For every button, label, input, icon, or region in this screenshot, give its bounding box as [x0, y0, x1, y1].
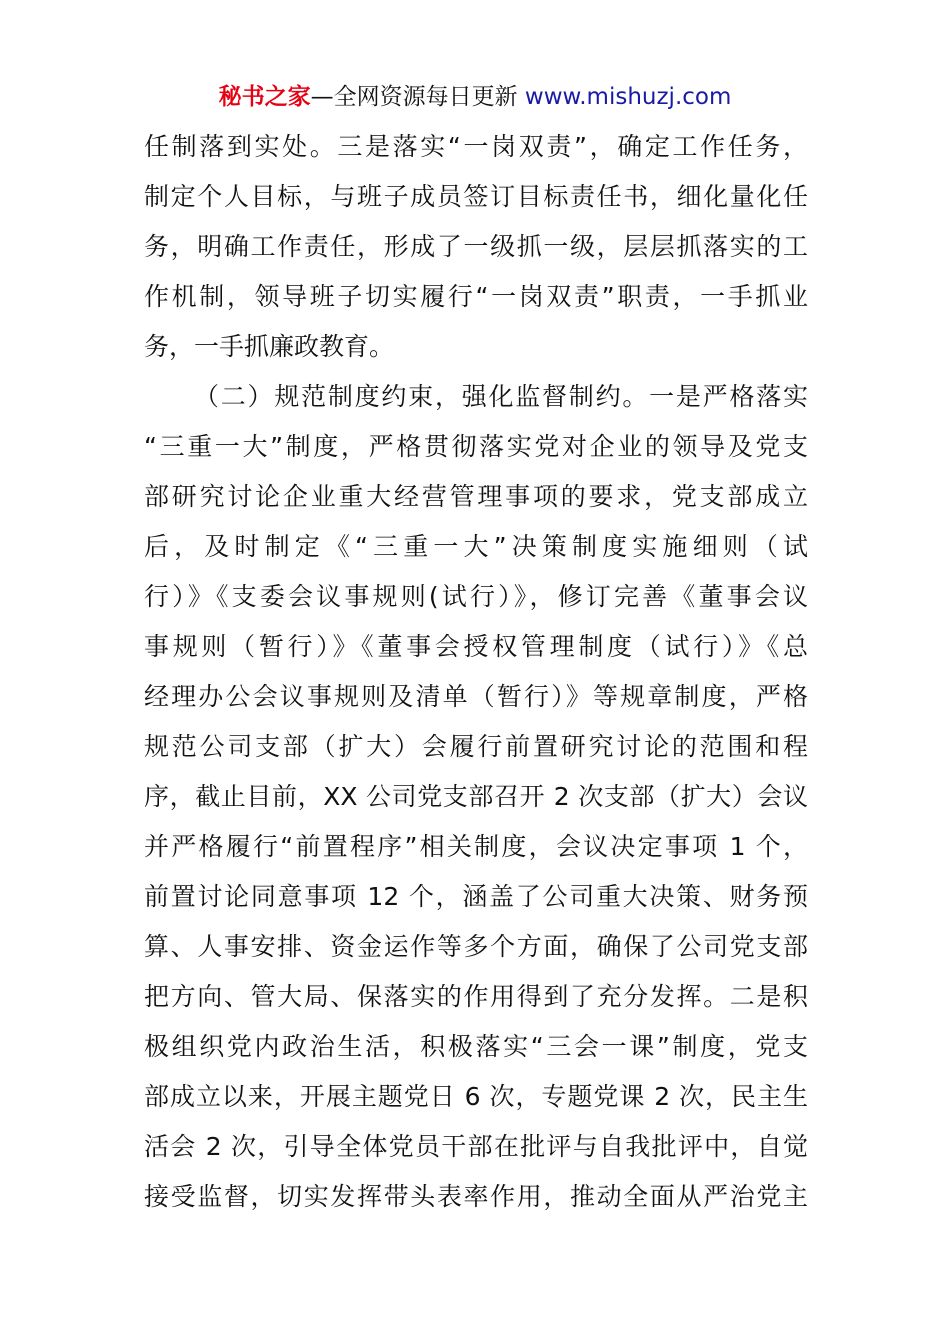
text-line: 部成立以来，开展主题党日 6 次，专题党课 2 次，民主生	[144, 1082, 808, 1111]
paragraph	[144, 372, 808, 1222]
text-line: 活会 2 次，引导全体党员干部在批评与自我批评中，自觉	[144, 1132, 808, 1161]
page-header	[0, 80, 950, 114]
text-line: 作机制，领导班子切实履行“一岗双责”职责，一手抓业	[144, 282, 808, 311]
text-line: 前置讨论同意事项 12 个，涵盖了公司重大决策、财务预	[144, 882, 808, 911]
paragraph	[144, 122, 808, 372]
document-body	[144, 122, 808, 1222]
brand-name: 秘书之家	[218, 84, 311, 110]
header-tagline: —全网资源每日更新	[310, 84, 518, 110]
text-line: 经理办公会议事规则及清单（暂行）》等规章制度，严格	[144, 682, 808, 711]
site-url: www.mishuzj.com	[524, 84, 732, 110]
text-line: 规范公司支部（扩大）会履行前置研究讨论的范围和程	[144, 732, 808, 761]
text-line: 制定个人目标，与班子成员签订目标责任书，细化量化任	[144, 182, 808, 211]
text-line: 行）》《支委会议事规则(试行）》，修订完善《董事会议	[144, 582, 808, 611]
text-line: 并严格履行“前置程序”相关制度，会议决定事项 1 个，	[144, 832, 808, 861]
text-line: 算、人事安排、资金运作等多个方面，确保了公司党支部	[144, 932, 808, 961]
text-line: 务，一手抓廉政教育。	[144, 332, 395, 361]
text-line: （二）规范制度约束，强化监督制约。一是严格落实	[194, 382, 808, 411]
text-line: 事规则（暂行）》《董事会授权管理制度（试行）》《总	[144, 632, 808, 661]
text-line: 务，明确工作责任，形成了一级抓一级，层层抓落实的工	[144, 232, 808, 261]
text-line: 接受监督，切实发挥带头表率作用，推动全面从严治党主	[144, 1182, 808, 1211]
text-line: 把方向、管大局、保落实的作用得到了充分发挥。二是积	[144, 982, 808, 1011]
text-line: 部研究讨论企业重大经营管理事项的要求，党支部成立	[144, 482, 808, 511]
text-line: 任制落到实处。三是落实“一岗双责”，确定工作任务，	[144, 132, 808, 161]
text-line: 序，截止目前，XX 公司党支部召开 2 次支部（扩大）会议	[144, 782, 808, 811]
text-line: 极组织党内政治生活，积极落实“三会一课”制度，党支	[144, 1032, 808, 1061]
text-line: 后，及时制定《“三重一大”决策制度实施细则（试	[144, 532, 808, 561]
text-line: “三重一大”制度，严格贯彻落实党对企业的领导及党支	[144, 432, 808, 461]
